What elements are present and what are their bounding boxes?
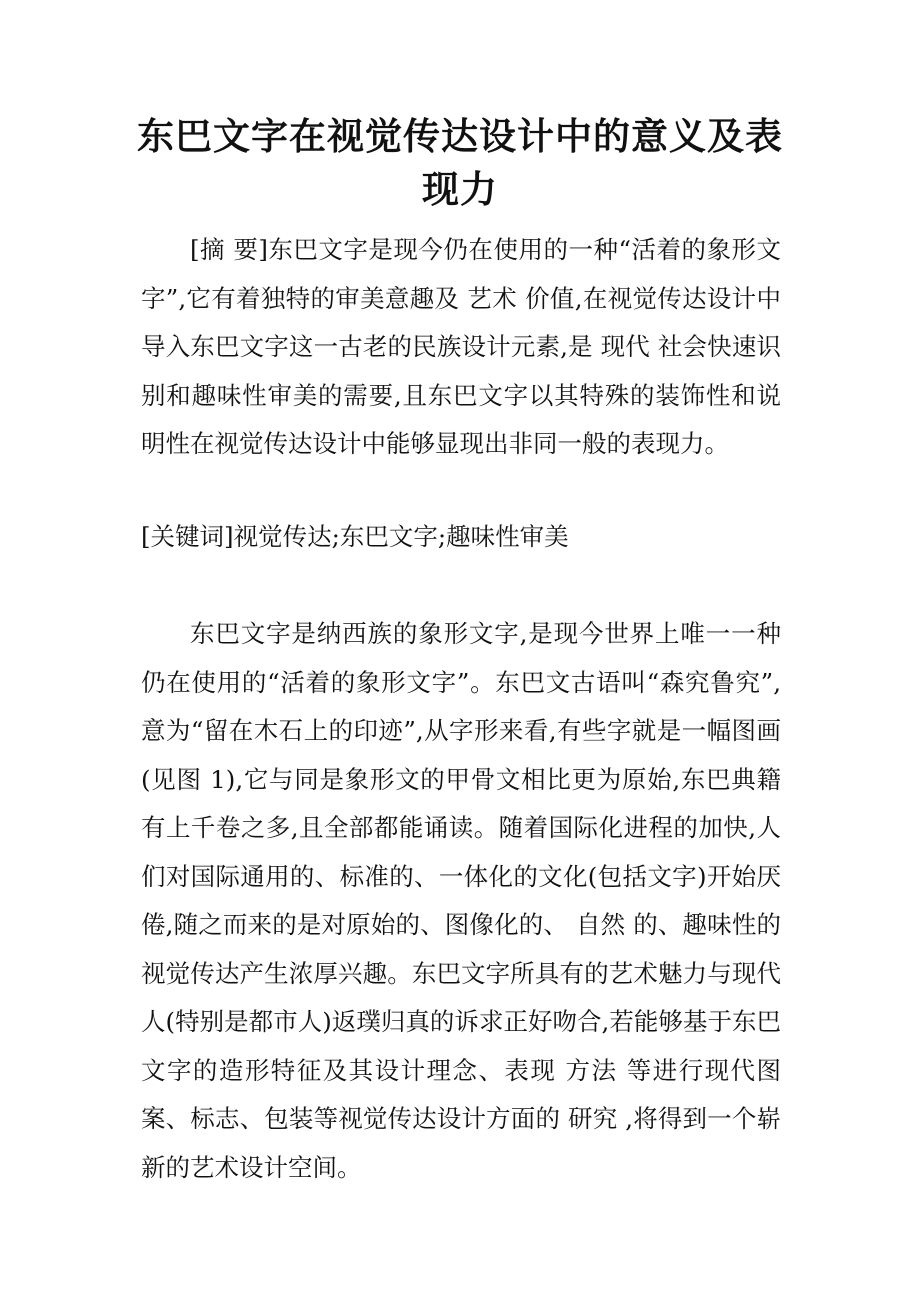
keywords-line: [关键词]视觉传达;东巴文字;趣味性审美 xyxy=(141,522,569,551)
document-title: 东巴文字在视觉传达设计中的意义及表现力 xyxy=(137,115,783,211)
body-paragraph: 东巴文字是纳西族的象形文字,是现今世界上唯一一种仍在使用的“活着的象形文字”。东巴文古语叫“森究鲁究”,意为“留在木石上的印迹”,从字形来看,有些字就是一幅图画(见图 1),它与同是象形文的甲骨文相比更为原始,东巴典籍有上千卷之多,且全部都能诵读。随着国际化进程的加快,人们对国际通用的、标准的、一体化的文化(包括文字)开始厌倦,随之而来的是对原始的、图像化的、 自然 的、趣味性的视觉传达产生浓厚兴趣。东巴文字所具有的艺术魅力与现代人(特别是都市人)返璞归真的诉求正好吻合,若能够基于东巴文字的造形特征及其设计理念、表现 方法 等进行现代图案、标志、包装等视觉传达设计方面的 研究 ,将得到一个崭新的艺术设计空间。 xyxy=(141,619,781,1182)
abstract-paragraph: [摘 要]东巴文字是现今仍在使用的一种“活着的象形文字”,它有着独特的审美意趣及 艺术 价值,在视觉传达设计中导入东巴文字这一古老的民族设计元素,是 现代 社会快速识别和趣味性审美的需要,且东巴文字以其特殊的装饰性和说明性在视觉传达设计中能够显现出非同一般的表现力。 xyxy=(141,235,781,458)
